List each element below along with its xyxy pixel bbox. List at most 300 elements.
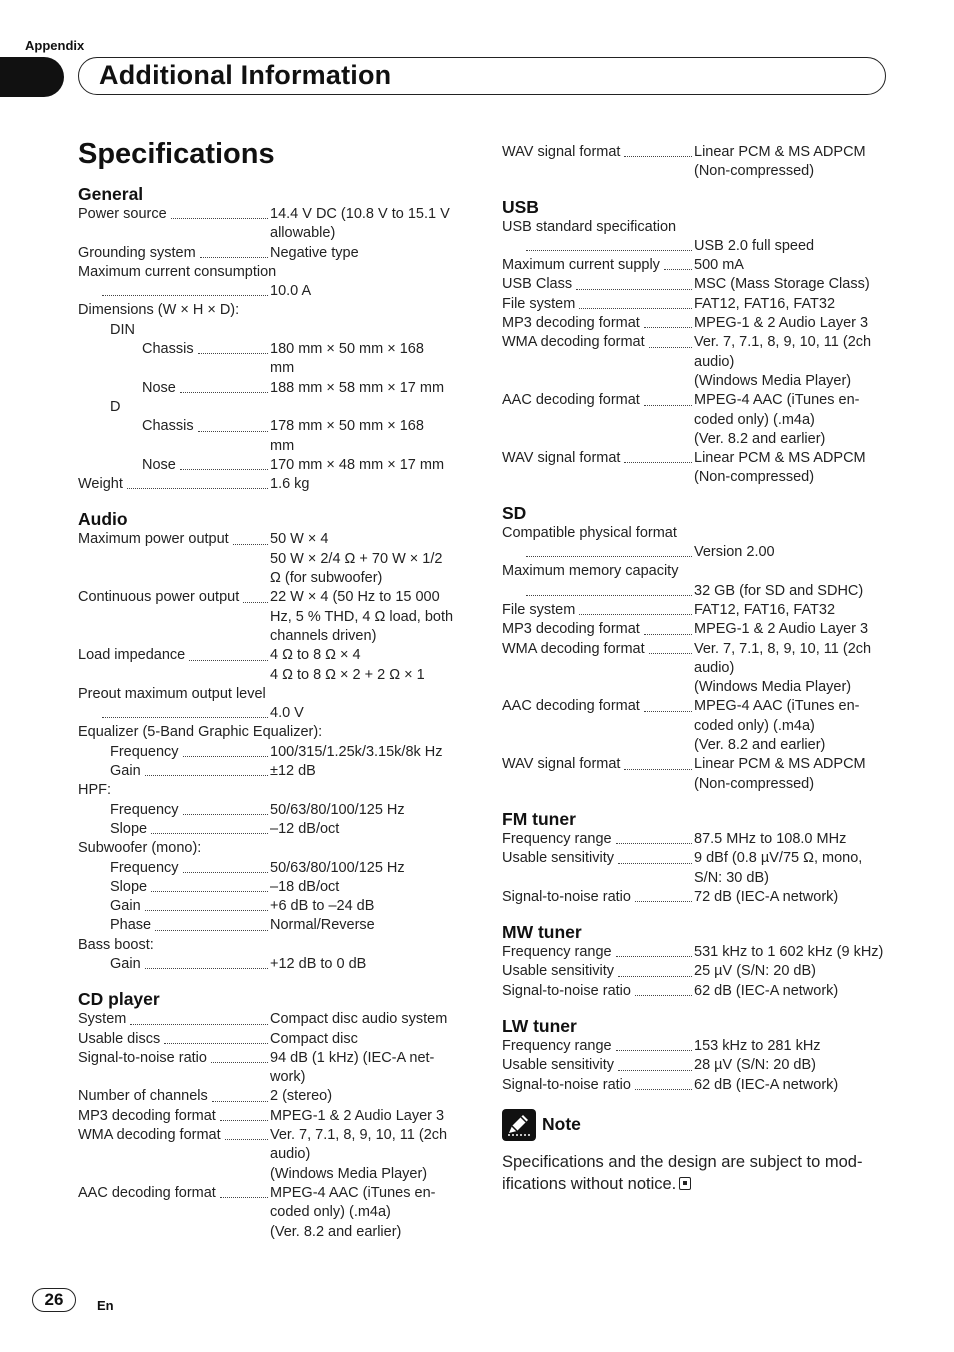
spec-row: [502, 143, 892, 162]
spec-row: [78, 263, 468, 282]
spec-row: [502, 411, 892, 430]
spec-label-cell: [78, 530, 270, 549]
spec-row: [78, 646, 468, 665]
spec-value: coded only) (.m4a): [694, 717, 815, 734]
spec-row: [78, 859, 468, 878]
dot-leader: [618, 1056, 692, 1070]
dot-leader: [618, 962, 692, 976]
spec-row: [78, 1126, 468, 1145]
spec-row: [78, 224, 468, 243]
spec-row: [502, 697, 892, 716]
dot-leader: [145, 955, 268, 969]
spec-label-cell: [502, 962, 694, 981]
spec-value: 1.6 kg: [270, 476, 310, 493]
spec-row: [78, 743, 468, 762]
spec-label-cell: [502, 1037, 694, 1056]
spec-label: AAC decoding format: [502, 392, 640, 409]
spec-row: [502, 162, 892, 181]
section-heading: Audio: [78, 509, 128, 530]
spec-label-cell: [78, 646, 270, 665]
spec-row: [78, 1068, 468, 1087]
spec-value: 62 dB (IEC-A network): [694, 982, 839, 999]
spec-label-cell: [502, 697, 694, 716]
spec-label-cell: [502, 162, 694, 181]
spec-row: [78, 1087, 468, 1106]
spec-label-cell: [502, 601, 694, 620]
spec-label-cell: [78, 1165, 270, 1184]
spec-value: 50 W × 2/4 Ω + 70 W × 1/2: [270, 550, 443, 567]
spec-label: System: [78, 1011, 127, 1028]
dot-leader: [183, 801, 268, 815]
spec-row: [78, 820, 468, 839]
spec-row: [502, 678, 892, 697]
spec-row: [502, 1056, 892, 1075]
section-heading: General: [78, 184, 144, 204]
spec-value: 188 mm × 58 mm × 17 mm: [270, 379, 445, 396]
spec-row: [502, 736, 892, 755]
spec-label-cell: [78, 1087, 270, 1106]
spec-row: [78, 839, 468, 858]
spec-label-cell: [78, 417, 270, 436]
spec-label-cell: [502, 353, 694, 372]
note-header: [502, 1107, 892, 1143]
spec-label-cell: [502, 620, 694, 639]
spec-label-cell: [502, 314, 694, 333]
spec-label-cell: [78, 820, 270, 839]
dot-leader: [145, 897, 268, 911]
dot-leader: [164, 1030, 268, 1044]
spec-text: Compatible physical format: [502, 524, 677, 541]
spec-label-cell: [78, 1145, 270, 1164]
spec-value: (Windows Media Player): [270, 1165, 428, 1182]
spec-row: [502, 943, 892, 962]
dot-leader: [616, 943, 692, 957]
spec-label-cell: [78, 1068, 270, 1087]
spec-row: [78, 550, 468, 569]
spec-row: [78, 301, 468, 320]
spec-label-cell: [502, 755, 694, 774]
spec-value: mm: [270, 360, 295, 377]
spec-label-cell: [502, 582, 694, 601]
spec-value: 170 mm × 48 mm × 17 mm: [270, 456, 445, 473]
dot-leader: [644, 697, 692, 711]
note-text-block: [502, 1151, 892, 1195]
spec-label-cell: [502, 449, 694, 468]
spec-label-cell: [78, 1184, 270, 1203]
spec-label: Nose: [142, 456, 176, 473]
spec-label: Slope: [110, 878, 148, 895]
spec-text: Bass boost:: [78, 936, 154, 953]
spec-row: [502, 1076, 892, 1095]
spec-label-cell: [78, 666, 270, 685]
dot-leader: [225, 1126, 268, 1140]
spec-label-cell: [78, 762, 270, 781]
spec-label-cell: [502, 830, 694, 849]
spec-label: MP3 decoding format: [502, 621, 640, 638]
spec-label: Signal-to-noise ratio: [502, 1076, 631, 1093]
spec-value: 178 mm × 50 mm × 168: [270, 418, 424, 435]
page-title: Specifications: [78, 138, 275, 170]
spec-row: [78, 936, 468, 955]
spec-label-cell: [78, 627, 270, 646]
spec-row: [78, 244, 468, 263]
section-title: Additional Information: [99, 60, 392, 90]
dot-leader: [130, 1010, 268, 1024]
spec-label: WAV signal format: [502, 756, 621, 773]
spec-value: audio): [694, 659, 735, 676]
spec-label-cell: [502, 430, 694, 449]
spec-label-cell: [502, 943, 694, 962]
spec-text: DIN: [110, 321, 135, 338]
spec-label-cell: [78, 205, 270, 224]
spec-value: MSC (Mass Storage Class): [694, 276, 870, 293]
spec-value: 50/63/80/100/125 Hz: [270, 859, 405, 876]
spec-label: Frequency range: [502, 830, 612, 847]
spec-value: MPEG-4 AAC (iTunes en-: [694, 698, 860, 715]
spec-label: MP3 decoding format: [78, 1107, 216, 1124]
spec-label: Usable sensitivity: [502, 1057, 615, 1074]
spec-value: 94 dB (1 kHz) (IEC-A net-: [270, 1049, 435, 1066]
spec-row: [502, 1037, 892, 1056]
right-column: [502, 143, 892, 1195]
spec-row: [78, 781, 468, 800]
spec-label: WMA decoding format: [78, 1127, 221, 1144]
spec-value: MPEG-1 & 2 Audio Layer 3: [694, 621, 869, 638]
spec-row: [502, 888, 892, 907]
spec-label-cell: [78, 743, 270, 762]
spec-row: [78, 569, 468, 588]
spec-row: [78, 916, 468, 935]
spec-label: Load impedance: [78, 647, 186, 664]
spec-value: 500 mA: [694, 257, 744, 274]
spec-label-cell: [78, 897, 270, 916]
spec-value: mm: [270, 437, 295, 454]
spec-row: [78, 417, 468, 436]
spec-row: [78, 205, 468, 224]
spec-label-cell: [78, 588, 270, 607]
spec-text: HPF:: [78, 782, 112, 799]
dot-leader: [635, 1076, 692, 1090]
spec-label-cell: [502, 1076, 694, 1095]
dot-leader: [526, 543, 692, 557]
spec-row: [78, 588, 468, 607]
spec-label: Frequency range: [502, 1037, 612, 1054]
spec-row: [78, 762, 468, 781]
spec-row: [78, 456, 468, 475]
spec-label-cell: [502, 372, 694, 391]
dot-leader: [102, 282, 268, 296]
spec-row: [502, 468, 892, 487]
spec-value: audio): [694, 353, 735, 370]
spec-label-cell: [78, 878, 270, 897]
spec-row: [78, 359, 468, 378]
spec-label: Gain: [110, 898, 141, 915]
spec-label-cell: [502, 275, 694, 294]
dot-leader: [145, 762, 268, 776]
dot-leader: [624, 143, 692, 157]
spec-value: 4.0 V: [270, 705, 304, 722]
dot-leader: [579, 295, 692, 309]
spec-value: 22 W × 4 (50 Hz to 15 000: [270, 589, 440, 606]
spec-value: MPEG-1 & 2 Audio Layer 3: [694, 315, 869, 332]
spec-label-cell: [78, 1107, 270, 1126]
spec-row: [502, 869, 892, 888]
page-number: 26: [32, 1288, 76, 1312]
spec-label-cell: [78, 224, 270, 243]
spec-row: [78, 1203, 468, 1222]
spec-label: Nose: [142, 379, 176, 396]
dot-leader: [151, 820, 268, 834]
spec-row: [502, 620, 892, 639]
spec-label-cell: [78, 955, 270, 974]
dot-leader: [127, 475, 268, 489]
spec-row: [502, 640, 892, 659]
spec-value: ±12 dB: [270, 763, 316, 780]
spec-label-cell: [502, 391, 694, 410]
spec-value: Ver. 7, 7.1, 8, 9, 10, 11 (2ch: [694, 640, 872, 657]
spec-value: +6 dB to –24 dB: [270, 898, 375, 915]
spec-label: File system: [502, 295, 576, 312]
section-heading: LW tuner: [502, 1015, 577, 1036]
spec-row: [78, 282, 468, 301]
spec-section: [502, 921, 892, 1001]
spec-label: Number of channels: [78, 1088, 208, 1105]
dot-leader: [183, 859, 268, 873]
spec-row: [502, 830, 892, 849]
spec-row: [502, 333, 892, 352]
spec-row: [502, 372, 892, 391]
spec-value: channels driven): [270, 627, 377, 644]
spec-value: Hz, 5 % THD, 4 Ω load, both: [270, 608, 454, 625]
spec-label-cell: [78, 859, 270, 878]
dot-leader: [649, 640, 692, 654]
spec-text: Equalizer (5-Band Graphic Equalizer):: [78, 724, 323, 741]
spec-value: 25 µV (S/N: 20 dB): [694, 963, 816, 980]
spec-value: 28 µV (S/N: 20 dB): [694, 1057, 816, 1074]
spec-value: Compact disc: [270, 1030, 358, 1047]
spec-label: Frequency: [110, 801, 179, 818]
dot-leader: [526, 582, 692, 596]
spec-row: [502, 717, 892, 736]
spec-value: 4 Ω to 8 Ω × 4: [270, 647, 361, 664]
spec-value: 100/315/1.25k/3.15k/8k Hz: [270, 743, 443, 760]
spec-value: Normal/Reverse: [270, 917, 375, 934]
spec-label-cell: [502, 775, 694, 794]
spec-label-cell: [502, 333, 694, 352]
dot-leader: [664, 256, 692, 270]
spec-value: Linear PCM & MS ADPCM: [694, 144, 866, 160]
spec-row: [78, 437, 468, 456]
spec-label: Slope: [110, 820, 148, 837]
language-label: En: [97, 1298, 114, 1313]
spec-text: Preout maximum output level: [78, 685, 266, 702]
spec-value: (Non-compressed): [694, 163, 815, 180]
spec-value: Ver. 7, 7.1, 8, 9, 10, 11 (2ch: [694, 334, 872, 351]
spec-label-cell: [78, 1223, 270, 1242]
spec-row: [78, 1107, 468, 1126]
spec-value: 32 GB (for SD and SDHC): [694, 582, 864, 599]
spec-value: 72 dB (IEC-A network): [694, 888, 839, 905]
spec-label-cell: [78, 550, 270, 569]
dot-leader: [243, 588, 268, 602]
spec-row: [78, 1223, 468, 1242]
dot-leader: [180, 456, 268, 470]
spec-value: Linear PCM & MS ADPCM: [694, 756, 866, 773]
spec-label: Gain: [110, 955, 141, 972]
spec-row: [502, 543, 892, 562]
spec-value: Compact disc audio system: [270, 1011, 448, 1028]
spec-value: 87.5 MHz to 108.0 MHz: [694, 830, 847, 847]
spec-row: [78, 398, 468, 417]
dot-leader: [526, 237, 692, 251]
right-column-sections: [502, 143, 892, 1095]
left-column: [78, 183, 468, 1242]
spec-label: AAC decoding format: [78, 1184, 216, 1201]
spec-row: [502, 314, 892, 333]
spec-row: [78, 1030, 468, 1049]
spec-label-cell: [78, 379, 270, 398]
spec-value: 62 dB (IEC-A network): [694, 1076, 839, 1093]
spec-label: Power source: [78, 206, 167, 222]
end-mark-icon: [679, 1177, 691, 1190]
spec-row: [502, 755, 892, 774]
spec-label-cell: [78, 475, 270, 494]
appendix-label: Appendix: [25, 38, 85, 53]
section-heading: CD player: [78, 989, 160, 1010]
spec-value: Ω (for subwoofer): [270, 570, 383, 587]
spec-label-cell: [78, 1126, 270, 1145]
dot-leader: [635, 888, 692, 902]
spec-row: [502, 962, 892, 981]
spec-label-cell: [78, 801, 270, 820]
spec-row: [78, 608, 468, 627]
spec-value: 10.0 A: [270, 283, 312, 300]
spec-row: [502, 256, 892, 275]
spec-label-cell: [78, 608, 270, 627]
spec-label-cell: [502, 640, 694, 659]
spec-value: 14.4 V DC (10.8 V to 15.1 V: [270, 206, 450, 222]
spec-value: MPEG-4 AAC (iTunes en-: [694, 392, 860, 409]
spec-value: 153 kHz to 281 kHz: [694, 1037, 821, 1054]
spec-row: [78, 321, 468, 340]
spec-label: Gain: [110, 763, 141, 780]
section-heading: USB: [502, 196, 539, 217]
dot-leader: [211, 1049, 268, 1063]
spec-row: [502, 353, 892, 372]
spec-value: 180 mm × 50 mm × 168: [270, 341, 424, 358]
spec-label-cell: [502, 717, 694, 736]
dot-leader: [616, 1037, 692, 1051]
spec-section: [502, 196, 892, 488]
note-block: [502, 1107, 892, 1195]
spec-section: [502, 808, 892, 907]
spec-label-cell: [502, 143, 694, 162]
dot-leader: [576, 275, 692, 289]
spec-label: WAV signal format: [502, 144, 621, 160]
dot-leader: [624, 449, 692, 463]
spec-row: [502, 524, 892, 543]
spec-row: [78, 530, 468, 549]
spec-value: MPEG-4 AAC (iTunes en-: [270, 1184, 436, 1201]
spec-label: MP3 decoding format: [502, 315, 640, 332]
spec-label-cell: [502, 659, 694, 678]
spec-row: [502, 849, 892, 868]
spec-section: [78, 508, 468, 974]
spec-row: [78, 1049, 468, 1068]
spec-label-cell: [78, 437, 270, 456]
spec-label: WAV signal format: [502, 450, 621, 467]
spec-value: S/N: 30 dB): [694, 869, 769, 886]
dot-leader: [183, 743, 268, 757]
spec-value: (Ver. 8.2 and earlier): [270, 1223, 402, 1240]
spec-label-cell: [78, 456, 270, 475]
spec-label: Frequency: [110, 743, 179, 760]
spec-value: –18 dB/oct: [270, 878, 340, 895]
spec-label: Maximum current supply: [502, 257, 660, 274]
spec-row: [78, 475, 468, 494]
dot-leader: [200, 244, 268, 258]
spec-label: Phase: [110, 917, 152, 934]
spec-value: –12 dB/oct: [270, 820, 340, 837]
spec-label-cell: [502, 982, 694, 1001]
spec-label-cell: [502, 543, 694, 562]
spec-section: [502, 143, 892, 182]
note-text: Specifications and the design are subject to mod-ifications without notice.: [502, 1152, 863, 1193]
dot-leader: [649, 333, 692, 347]
spec-label-cell: [78, 1010, 270, 1029]
spec-row: [78, 897, 468, 916]
spec-label-cell: [78, 704, 270, 723]
spec-value: Linear PCM & MS ADPCM: [694, 450, 866, 467]
spec-label: WMA decoding format: [502, 334, 645, 351]
spec-label: Usable sensitivity: [502, 850, 615, 867]
spec-row: [78, 801, 468, 820]
spec-label-cell: [78, 1203, 270, 1222]
spec-row: [502, 275, 892, 294]
spec-value: (Windows Media Player): [694, 372, 852, 389]
spec-label: Signal-to-noise ratio: [78, 1049, 207, 1066]
spec-row: [78, 878, 468, 897]
spec-text: Maximum memory capacity: [502, 563, 679, 580]
spec-row: [502, 659, 892, 678]
spec-value: MPEG-1 & 2 Audio Layer 3: [270, 1107, 445, 1124]
spec-label-cell: [502, 237, 694, 256]
spec-value: 531 kHz to 1 602 kHz (9 kHz): [694, 944, 884, 961]
spec-row: [78, 1010, 468, 1029]
spec-row: [502, 562, 892, 581]
spec-value: 50 W × 4: [270, 531, 329, 548]
spec-label: Grounding system: [78, 244, 196, 261]
spec-label: Chassis: [142, 418, 194, 435]
dot-leader: [624, 755, 692, 769]
spec-label-cell: [78, 1049, 270, 1068]
spec-text: Maximum current consumption: [78, 263, 277, 280]
spec-label: Weight: [78, 476, 123, 493]
spec-row: [502, 775, 892, 794]
spec-label-cell: [78, 1030, 270, 1049]
spec-text: Dimensions (W × H × D):: [78, 302, 240, 319]
spec-label: Signal-to-noise ratio: [502, 982, 631, 999]
spec-label-cell: [502, 256, 694, 275]
spec-row: [502, 430, 892, 449]
spec-label: USB Class: [502, 276, 573, 293]
spec-row: [502, 982, 892, 1001]
spec-text: USB standard specification: [502, 218, 677, 235]
spec-label-cell: [502, 736, 694, 755]
dot-leader: [233, 530, 268, 544]
spec-row: [78, 627, 468, 646]
spec-value: 4 Ω to 8 Ω × 2 + 2 Ω × 1: [270, 666, 425, 683]
